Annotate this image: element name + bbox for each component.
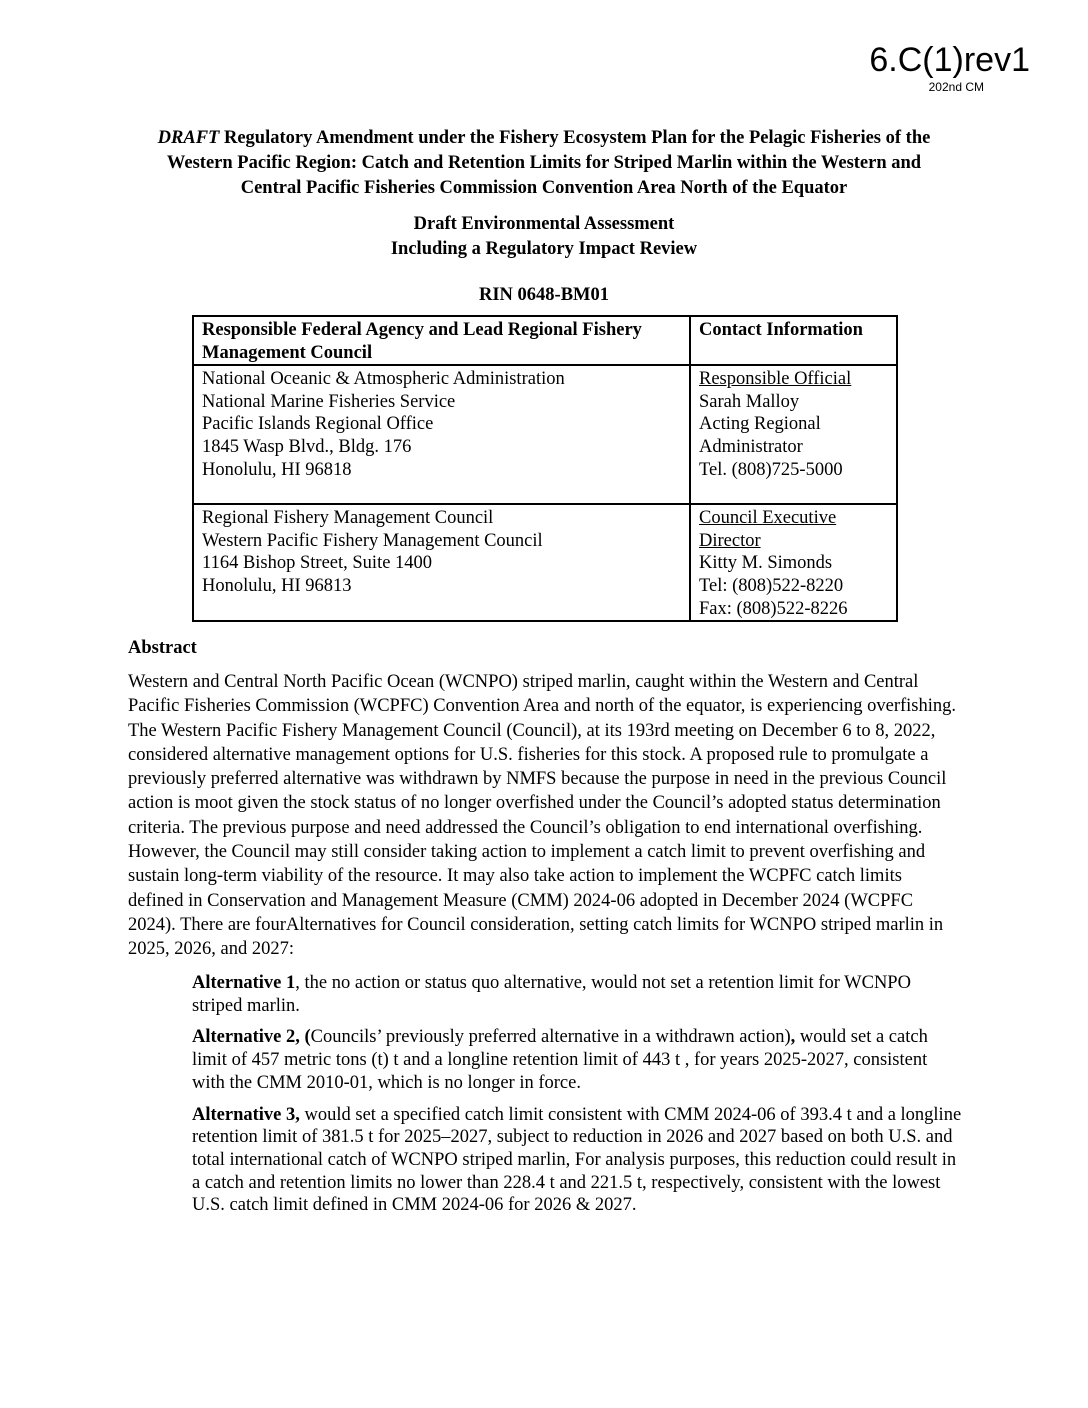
rin-number: RIN 0648-BM01 — [478, 285, 609, 305]
list-item — [192, 1104, 962, 1218]
agency-line: 1845 Wasp Blvd., Bldg. 176 — [202, 436, 412, 457]
agency-line: 1164 Bishop Street, Suite 1400 — [202, 553, 433, 574]
contact-line: Kitty M. Simonds — [699, 553, 833, 574]
contact-line: Administrator — [699, 436, 803, 457]
contact-line: Fax: (808)522-8226 — [699, 598, 848, 619]
list-item — [192, 972, 962, 1017]
contact-line: Tel. (808)725-5000 — [699, 459, 843, 480]
draft-word: DRAFT — [157, 128, 220, 148]
table-header-agency: Responsible Federal Agency and Lead Regional Fishery Management Council — [193, 316, 690, 365]
subtitle-line-2: Including a Regulatory Impact Review — [390, 239, 698, 259]
agency-line: Pacific Islands Regional Office — [202, 414, 434, 435]
agenda-code: 6.C(1)rev1 — [869, 41, 1030, 79]
contact-role: Council Executive — [699, 508, 837, 529]
contact-cell — [690, 504, 897, 621]
title-line-3: Central Pacific Fisheries Commission Convention Area North of the Equator — [240, 178, 848, 198]
title-line-1 — [100, 126, 988, 151]
agenda-label — [869, 40, 1030, 94]
alternative-label: Alternative 3, — [192, 1104, 300, 1125]
agency-line: Regional Fishery Management Council — [202, 508, 494, 529]
alternative-label: Alternative 2, ( — [192, 1027, 311, 1048]
contact-line: Acting Regional — [699, 414, 821, 435]
alternatives-list — [192, 972, 962, 1226]
document-subtitle — [100, 212, 988, 262]
meeting-label: 202nd CM — [928, 80, 984, 94]
title-line-2: Western Pacific Region: Catch and Retention Limits for Striped Marlin within the Western and — [166, 153, 922, 173]
list-item — [192, 1026, 962, 1094]
alternative-label: Alternative 1 — [192, 973, 296, 993]
abstract-heading: Abstract — [128, 638, 197, 658]
title-line-1-rest: Regulatory Amendment under the Fishery Ecosystem Plan for the Pelagic Fisheries of the — [219, 128, 931, 148]
contact-cell — [690, 365, 897, 504]
agency-cell — [193, 365, 690, 504]
agency-line: Western Pacific Fishery Management Council — [202, 530, 543, 551]
agency-line: National Marine Fisheries Service — [202, 391, 456, 412]
agency-line: Honolulu, HI 96818 — [202, 459, 352, 480]
contact-role: Responsible Official — [699, 369, 852, 390]
alternative-text: Councils’ previously preferred alternative in a withdrawn action) — [310, 1027, 791, 1048]
alternative-text-after: would set a catch limit of 457 metric tons (t) t and a longline retention limit of 443 t , for years 2025-2027, consistent with the CMM 2010-01, which is no longer in force. — [192, 1027, 928, 1093]
table-header-row — [193, 316, 897, 365]
abstract-body: Western and Central North Pacific Ocean (WCNPO) striped marlin, caught within the Western and Central Pacific Fisheries Commission (WCPFC) Convention Area and north of the equator, is experiencing overfishing. The Western Pacific Fishery Management Council (Council), at its 193rd meeting on December 6 to 8, 2022, considered alternative management options for U.S. fisheries for this stock. A proposed rule to promulgate a previously preferred alternative was withdrawn by NMFS because the purpose in need in the previous Council action is moot given the stock status of no longer overfished under the Council’s adopted status determination criteria. The previous purpose and need addressed the Council’s obligation to end international overfishing. However, the Council may still consider taking action to implement a catch limit to prevent overfishing and sustain long-term viability of the resource. It may also take action to implement the WCPFC catch limits defined in Conservation and Management Measure (CMM) 2024-06 adopted in December 2024 (WCPFC 2024). There are fourAlternatives for Council consideration, setting catch limits for WCNPO striped marlin in 2025, 2026, and 2027: — [128, 672, 957, 960]
contact-role: Director — [699, 530, 761, 551]
alternative-label-after: , — [790, 1027, 796, 1048]
contact-line: Tel: (808)522-8220 — [699, 575, 844, 596]
agency-line: National Oceanic & Atmospheric Administration — [202, 369, 565, 390]
subtitle-line-1: Draft Environmental Assessment — [413, 214, 675, 234]
agency-cell — [193, 504, 690, 621]
contact-line: Sarah Malloy — [699, 391, 800, 412]
table-header-contact: Contact Information — [690, 316, 897, 365]
contact-table — [192, 315, 898, 622]
table-row — [193, 365, 897, 504]
table-row — [193, 504, 897, 621]
agency-line: Honolulu, HI 96813 — [202, 575, 352, 596]
document-title — [100, 126, 988, 201]
alternative-text: would set a specified catch limit consistent with CMM 2024-06 of 393.4 t and a longline retention limit of 381.5 t for 2025–2027, subject to reduction in 2026 and 2027 based on both U.S. and total international catch of WCNPO striped marlin, For analysis purposes, this reduction could result in a catch and retention limits no lower than 228.4 t and 221.5 t, respectively, consistent with the lowest U.S. catch limit defined in CMM 2024-06 for 2026 & 2027. — [192, 1104, 962, 1216]
alternative-text: , the no action or status quo alternative, would not set a retention limit for WCNPO striped marlin. — [192, 973, 911, 1016]
